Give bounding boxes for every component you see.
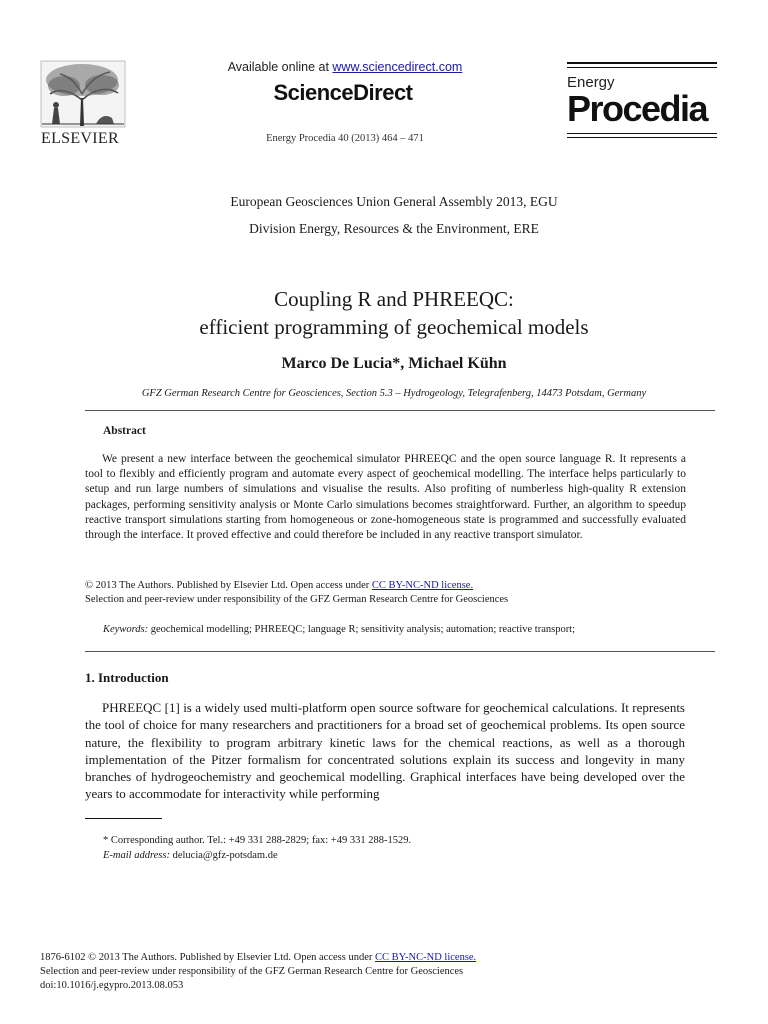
journal-rule xyxy=(567,67,717,68)
corresponding-author-note: * Corresponding author. Tel.: +49 331 288-2829; fax: +49 331 288-1529. xyxy=(103,835,412,846)
section-heading-introduction: 1. Introduction xyxy=(85,670,169,685)
open-access-prefix: Open access under xyxy=(290,580,370,591)
journal-rule xyxy=(567,137,717,138)
paper-title-line-1: Coupling R and PHREEQC: xyxy=(274,287,514,311)
footnote xyxy=(103,833,411,863)
copyright-text: © 2013 The Authors. Published by Elsevier Ltd. xyxy=(85,580,288,591)
affiliation: GFZ German Research Centre for Geosciences, Section 5.3 – Hydrogeology, Telegrafenberg, 14473 Potsdam, Germany xyxy=(141,388,647,399)
footer-doi: doi:10.1016/j.egypro.2013.08.053 xyxy=(40,980,184,991)
footer-copyright-line xyxy=(40,951,476,965)
footer-open-access-prefix: Open access under xyxy=(293,952,373,963)
keywords xyxy=(103,624,575,635)
authors: Marco De Lucia*, Michael Kühn xyxy=(281,355,507,372)
introduction-body: PHREEQC [1] is a widely used multi-platform open source software for geochemical calculations. It represents the tool of choice for many researchers and practitioners for a broad set of geochemical problems. Its open source nature, the flexibility to program arbitrary kinetic laws for the chemical reactions, as well as a thorough implementation of the Pitzer formalism for concentrated solutions explain its success and longevity in many branches of hydrogeochemistry and geochemical modelling. Graphical interfaces have being developed over the years to accommodate for interactivity while performing xyxy=(85,700,685,802)
paper-title-line-2: efficient programming of geochemical models xyxy=(199,315,589,339)
journal-rule xyxy=(567,62,717,64)
abstract-body: We present a new interface between the geochemical simulator PHREEQC and the open source language R. It represents a tool to flexibly and efficiently program and automate every aspect of geochemical modelling. The interface helps particularly to setup and run large numbers of simulations and visualise the results. Also profiting of numberless high-quality R extension packages, performing sensitivity analysis or Monte Carlo simulations becomes straightforward. Further, an algorithm to speedup reactive transport simulations starting from homogeneous or zone-homogeneous state is programmed and successfully evaluated through the interface. It proved effective and could therefore be included in any reactive transport simulator. xyxy=(85,453,686,542)
journal-name-line2: Procedia xyxy=(567,88,708,129)
keywords-list: geochemical modelling; PHREEQC; language R; sensitivity analysis; automation; reactive transport; xyxy=(150,624,576,635)
selection-peer-review-text: Selection and peer-review under responsibility of the GFZ German Research Centre for Geosciences xyxy=(85,594,509,605)
footer-license-link[interactable]: CC BY-NC-ND license. xyxy=(374,952,477,963)
journal-logo xyxy=(567,62,717,138)
journal-citation: Energy Procedia 40 (2013) 464 – 471 xyxy=(266,133,424,144)
abstract-heading: Abstract xyxy=(103,425,146,437)
available-online-prefix: Available online at xyxy=(227,60,329,74)
abstract-top-rule xyxy=(85,410,715,411)
sciencedirect-wordmark: ScienceDirect xyxy=(273,80,413,105)
sciencedirect-url-link[interactable]: www.sciencedirect.com xyxy=(332,60,463,74)
journal-name-line1: Energy xyxy=(567,74,615,91)
page-footer xyxy=(40,951,476,993)
conference-line-2: Division Energy, Resources & the Environment, ERE xyxy=(249,221,539,236)
email-label: E-mail address: xyxy=(103,850,170,861)
email-address: delucia@gfz-potsdam.de xyxy=(172,850,278,861)
abstract-bottom-rule xyxy=(85,651,715,652)
email-line xyxy=(103,848,411,863)
publisher-wordmark: ELSEVIER xyxy=(41,130,119,147)
journal-rule xyxy=(567,133,717,134)
footnote-rule xyxy=(85,818,162,819)
footer-issn-copyright: 1876-6102 © 2013 The Authors. Published by Elsevier Ltd. xyxy=(40,952,292,963)
license-link[interactable]: CC BY-NC-ND license. xyxy=(371,580,474,591)
footer-selection-text: Selection and peer-review under responsibility of the GFZ German Research Centre for Geosciences xyxy=(40,966,464,977)
conference-line-1: European Geosciences Union General Assembly 2013, EGU xyxy=(230,194,558,209)
abstract-copyright-block xyxy=(85,579,508,607)
keywords-label: Keywords: xyxy=(103,624,149,635)
